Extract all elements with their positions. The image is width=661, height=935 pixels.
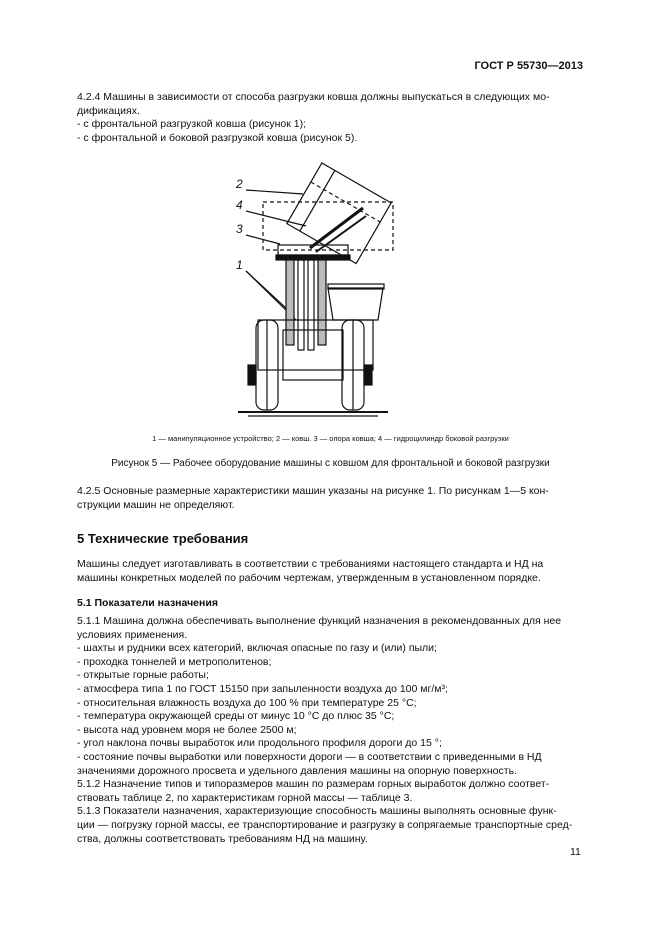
figure-5-drawing — [228, 160, 398, 420]
text-line: 5.1.3 Показатели назначения, характеризующие способность машины выполнять основные функ- — [77, 805, 557, 818]
figure-caption: Рисунок 5 — Рабочее оборудование машины с ковшом для фронтальной и боковой разгрузки — [111, 458, 550, 469]
list-item: - относительная влажность воздуха до 100 % при температуре 25 °С; — [77, 696, 417, 709]
label-3: 3 — [236, 222, 243, 236]
text-line: ции — погрузку горной массы, ее транспортирование и разгрузку в сопрягаемые транспортные сред- — [77, 818, 573, 831]
list-item: - открытые горные работы; — [77, 669, 209, 682]
text-line: машины конкретных моделей по рабочим чертежам, утвержденным в установленном порядке. — [77, 571, 541, 584]
figure-legend: 1 — манипуляционное устройство; 2 — ковш. 3 — опора ковша; 4 — гидроцилиндр боковой разгрузки — [152, 434, 509, 443]
text-line: 5.1.1 Машина должна обеспечивать выполнение функций назначения в рекомендованных для нее — [77, 615, 562, 627]
list-item: - проходка тоннелей и метрополитенов; — [77, 655, 272, 668]
section-5-1-title: 5.1 Показатели назначения — [77, 597, 218, 609]
text-line: - с фронтальной и боковой разгрузкой ковша (рисунок 5). — [77, 131, 358, 144]
section-5-intro — [77, 558, 584, 585]
text-line: 5.1.2 Назначение типов и типоразмеров машин по размерам горных выработок должно соответ- — [77, 778, 550, 791]
paragraph-4-2-5 — [77, 485, 584, 512]
text-line: дификациях. — [77, 104, 140, 117]
section-5-title: 5 Технические требования — [77, 531, 249, 546]
list-item: - атмосфера типа 1 по ГОСТ 15150 при запыленности воздуха до 100 мг/м³; — [77, 682, 448, 695]
text-line: ствовать таблице 2, по характеристикам горной массы — таблице 3. — [77, 791, 413, 804]
label-1: 1 — [236, 258, 243, 272]
text-line: Машины следует изготавливать в соответствии с требованиями настоящего стандарта и НД на — [77, 558, 544, 570]
list-item: - высота над уровнем моря не более 2500 м; — [77, 723, 297, 736]
page-number: 11 — [570, 846, 581, 858]
section-5-1-body — [77, 615, 584, 846]
paragraph-4-2-4 — [77, 91, 584, 145]
text-line: ства, должны соответствовать требованиям НД на машину. — [77, 832, 368, 845]
text-line: значениями дорожного просвета и удельного давления машины на опорную поверхность. — [77, 764, 517, 777]
document-id: ГОСТ Р 55730—2013 — [474, 60, 583, 72]
list-item: - состояние почвы выработки или поверхности дороги — в соответствии с приведенными в НД — [77, 750, 542, 763]
list-item: - температура окружающей среды от минус 10 °С до плюс 35 °С; — [77, 710, 395, 723]
label-2: 2 — [236, 177, 243, 191]
text-line: 4.2.4 Машины в зависимости от способа разгрузки ковша должны выпускаться в следующих мо- — [77, 91, 550, 103]
list-item: - угол наклона почвы выработок или продольного профиля дороги до 15 °; — [77, 737, 442, 750]
text-line: - с фронтальной разгрузкой ковша (рисунок 1); — [77, 118, 306, 131]
text-line: 4.2.5 Основные размерные характеристики машин указаны на рисунке 1. По рисункам 1—5 кон- — [77, 485, 549, 497]
list-item: - шахты и рудники всех категорий, включая опасные по газу и (или) пыли; — [77, 642, 437, 655]
text-line: условиях применения. — [77, 628, 188, 641]
label-4: 4 — [236, 198, 243, 212]
text-line: струкции машин не определяют. — [77, 498, 235, 511]
